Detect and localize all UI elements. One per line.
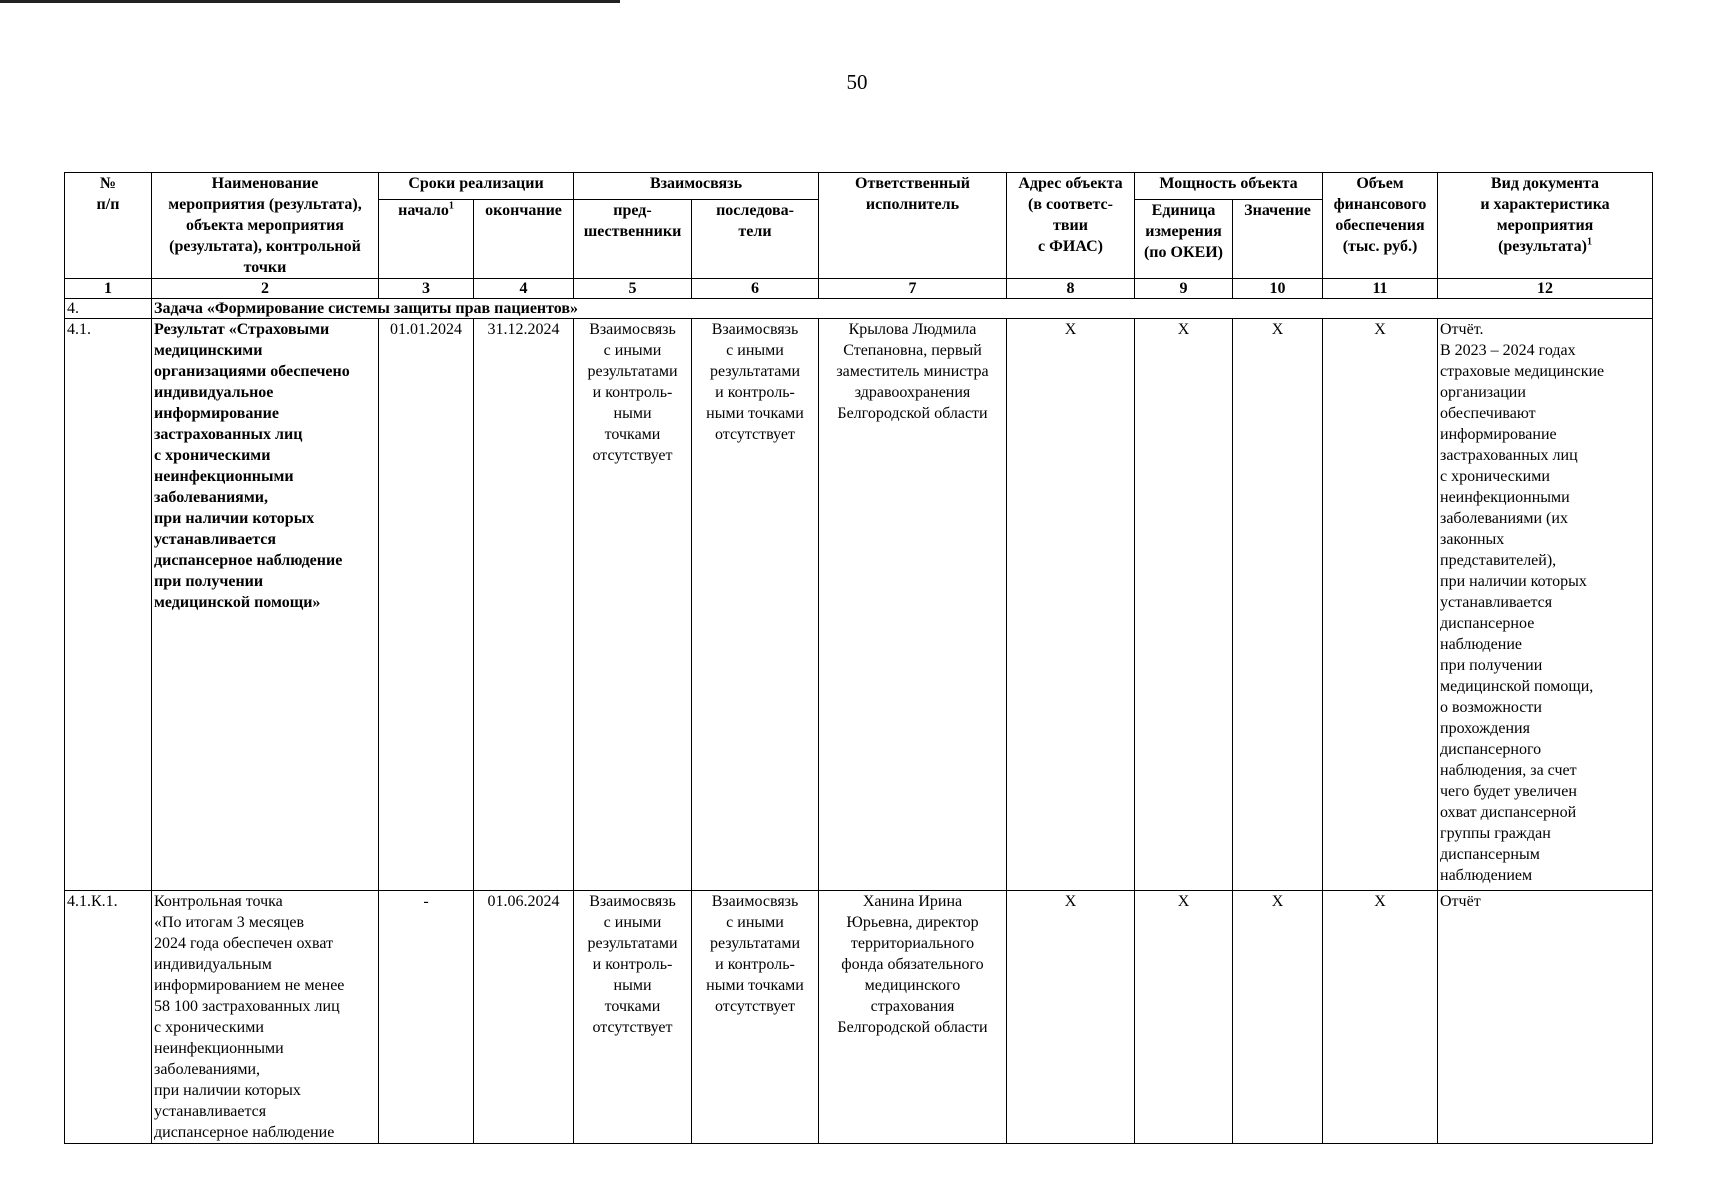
header-col-responsible: Ответственный исполнитель bbox=[819, 173, 1007, 279]
end-date: 01.06.2024 bbox=[474, 891, 574, 1144]
header-col-successors: последова- тели bbox=[692, 200, 819, 279]
table-row bbox=[65, 891, 1653, 1144]
predecessors: Взаимосвязь с иными результатами и контроль- ными точками отсутствует bbox=[574, 319, 692, 891]
start-date: - bbox=[379, 891, 474, 1144]
header-col-document-label: Вид документа и характеристика мероприятия (результата) bbox=[1480, 175, 1610, 255]
header-group-links: Взаимосвязь bbox=[574, 173, 819, 200]
header-col-document bbox=[1438, 173, 1653, 279]
value: X bbox=[1233, 319, 1323, 891]
unit: X bbox=[1135, 891, 1233, 1144]
column-number: 3 bbox=[379, 279, 474, 299]
column-number-row bbox=[65, 279, 1653, 299]
header-col-address: Адрес объекта (в соответс- твии с ФИАС) bbox=[1007, 173, 1135, 279]
address: X bbox=[1007, 319, 1135, 891]
document: Отчёт bbox=[1438, 891, 1653, 1144]
header-col-start-footnote: 1 bbox=[448, 200, 454, 212]
successors: Взаимосвязь с иными результатами и контроль- ными точками отсутствует bbox=[692, 891, 819, 1144]
column-number: 8 bbox=[1007, 279, 1135, 299]
plan-table bbox=[64, 172, 1653, 1144]
header-col-start bbox=[379, 200, 474, 279]
header-row-1 bbox=[65, 173, 1653, 200]
column-number: 1 bbox=[65, 279, 152, 299]
column-number: 9 bbox=[1135, 279, 1233, 299]
column-number: 10 bbox=[1233, 279, 1323, 299]
header-col-predecessors: пред- шественники bbox=[574, 200, 692, 279]
table-row bbox=[65, 319, 1653, 891]
task-number: 4. bbox=[65, 299, 152, 319]
header-group-terms: Сроки реализации bbox=[379, 173, 574, 200]
header-col-num: № п/п bbox=[65, 173, 152, 279]
column-number: 4 bbox=[474, 279, 574, 299]
checkpoint-name: Контрольная точка «По итогам 3 месяцев 2024 года обеспечен охват индивидуальным информированием не менее 58 100 застрахованных лиц с хроническими неинфекционными заболеваниями, при наличии которых устанавливается диспансерное наблюдение bbox=[152, 891, 379, 1144]
end-date: 31.12.2024 bbox=[474, 319, 574, 891]
column-number: 11 bbox=[1323, 279, 1438, 299]
column-number: 5 bbox=[574, 279, 692, 299]
page-number: 50 bbox=[846, 70, 868, 94]
successors: Взаимосвязь с иными результатами и контроль- ными точками отсутствует bbox=[692, 319, 819, 891]
responsible: Крылова Людмила Степановна, первый заместитель министра здравоохранения Белгородской области bbox=[819, 319, 1007, 891]
header-col-unit: Единица измерения (по ОКЕИ) bbox=[1135, 200, 1233, 279]
column-number: 2 bbox=[152, 279, 379, 299]
header-col-document-footnote: 1 bbox=[1586, 236, 1592, 248]
responsible: Ханина Ирина Юрьевна, директор территориального фонда обязательного медицинского страхования Белгородской области bbox=[819, 891, 1007, 1144]
column-number: 12 bbox=[1438, 279, 1653, 299]
result-name: Результат «Страховыми медицинскими организациями обеспечено индивидуальное информирование застрахованных лиц с хроническими неинфекционными заболеваниями, при наличии которых устанавливается диспансерное наблюдение при получении медицинской помощи» bbox=[152, 319, 379, 891]
header-col-value: Значение bbox=[1233, 200, 1323, 279]
column-number: 7 bbox=[819, 279, 1007, 299]
task-title: Задача «Формирование системы защиты прав пациентов» bbox=[152, 299, 1653, 319]
start-date: 01.01.2024 bbox=[379, 319, 474, 891]
task-row bbox=[65, 299, 1653, 319]
address: X bbox=[1007, 891, 1135, 1144]
document: Отчёт. В 2023 – 2024 годах страховые медицинские организации обеспечивают информирование застрахованных лиц с хроническими неинфекционными заболеваниями (их законных представителей), при наличии которых устанавливается диспансерное наблюдение при получении медицинской помощи, о возможности прохождения диспансерного наблюдения, за счет чего будет увеличен охват диспансерной группы граждан диспансерным наблюдением bbox=[1438, 319, 1653, 891]
finance: X bbox=[1323, 891, 1438, 1144]
column-number: 6 bbox=[692, 279, 819, 299]
header-col-name: Наименование мероприятия (результата), объекта мероприятия (результата), контрольной точки bbox=[152, 173, 379, 279]
unit: X bbox=[1135, 319, 1233, 891]
value: X bbox=[1233, 891, 1323, 1144]
scan-edge-rule bbox=[0, 0, 620, 3]
header-group-power: Мощность объекта bbox=[1135, 173, 1323, 200]
header-col-finance: Объем финансового обеспечения (тыс. руб.) bbox=[1323, 173, 1438, 279]
header-col-end: окончание bbox=[474, 200, 574, 279]
header-col-start-label: начало bbox=[398, 202, 449, 220]
finance: X bbox=[1323, 319, 1438, 891]
row-number: 4.1.К.1. bbox=[65, 891, 152, 1144]
predecessors: Взаимосвязь с иными результатами и контроль- ными точками отсутствует bbox=[574, 891, 692, 1144]
row-number: 4.1. bbox=[65, 319, 152, 891]
